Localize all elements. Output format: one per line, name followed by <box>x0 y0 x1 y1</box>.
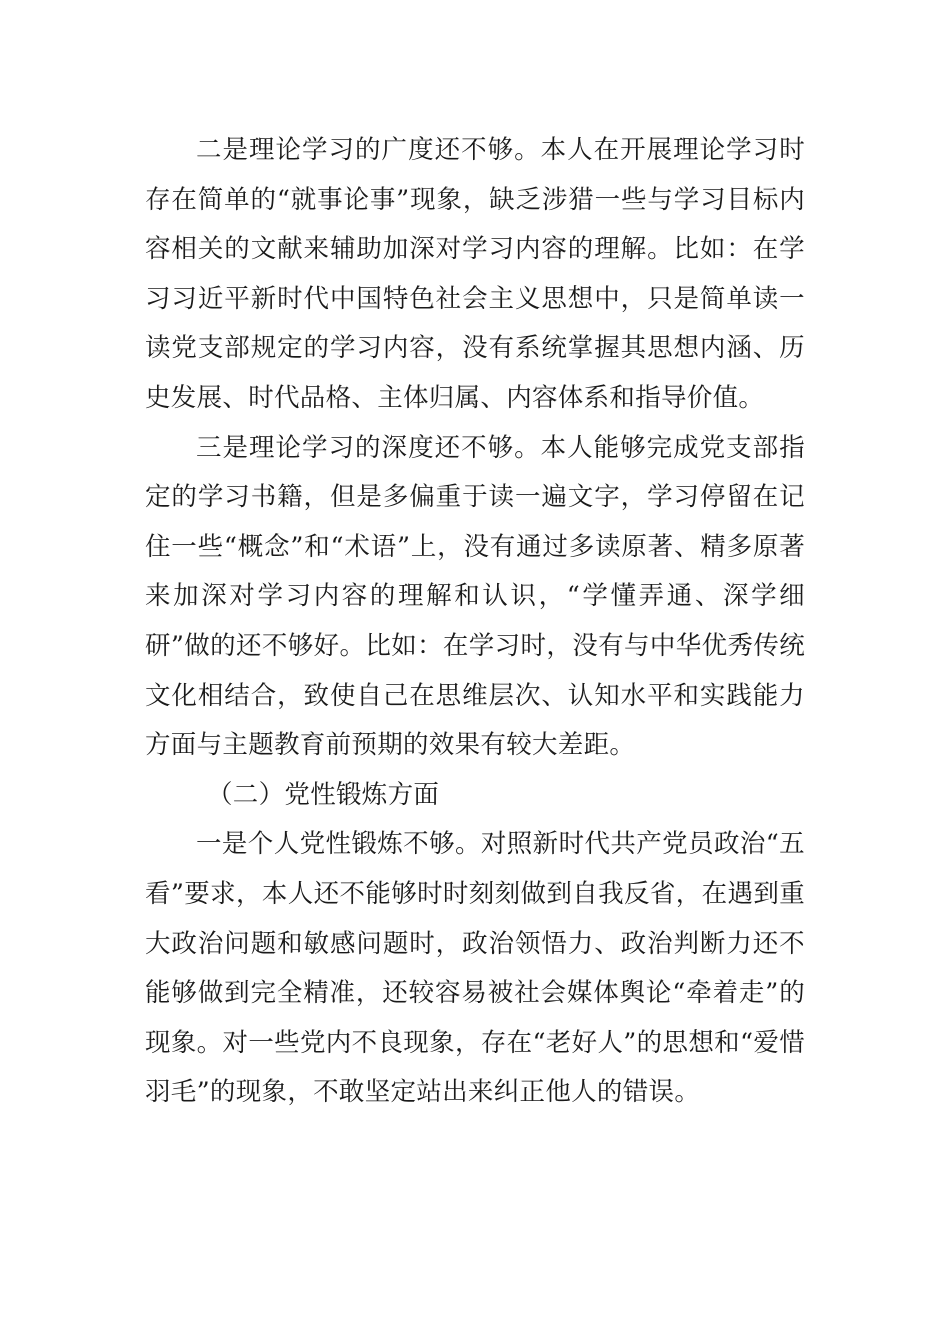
section-heading-party-spirit: （二）党性锻炼方面 <box>207 779 440 810</box>
paragraph-theory-breadth: 二是理论学习的广度还不够。本人在开展理论学习时存在简单的“就事论事”现象，缺乏涉猎一些与学习目标内容相关的文献来辅助加深对学习内容的理解。比如：在学习习近平新时代中国特色社会主义思想中，只是简单读一读党支部规定的学习内容，没有系统掌握其思想内涵、历史发展、时代品格、主体归属、内容体系和指导价值。 <box>145 135 805 413</box>
paragraph-party-spirit: 一是个人党性锻炼不够。对照新时代共产党员政治“五看”要求，本人还不能够时时刻刻做到自我反省，在遇到重大政治问题和敏感问题时，政治领悟力、政治判断力还不能够做到完全精准，还较容易被社会媒体舆论“牵着走”的现象。对一些党内不良现象，存在“老好人”的思想和“爱惜羽毛”的现象，不敢坚定站出来纠正他人的错误。 <box>145 829 805 1108</box>
document-body <box>145 126 805 1118</box>
paragraph-theory-depth: 三是理论学习的深度还不够。本人能够完成党支部指定的学习书籍，但是多偏重于读一遍文字，学习停留在记住一些“概念”和“术语”上，没有通过多读原著、精多原著来加深对学习内容的理解和认识，“学懂弄通、深学细研”做的还不够好。比如：在学习时，没有与中华优秀传统文化相结合，致使自己在思维层次、认知水平和实践能力方面与主题教育前预期的效果有较大差距。 <box>145 432 805 761</box>
